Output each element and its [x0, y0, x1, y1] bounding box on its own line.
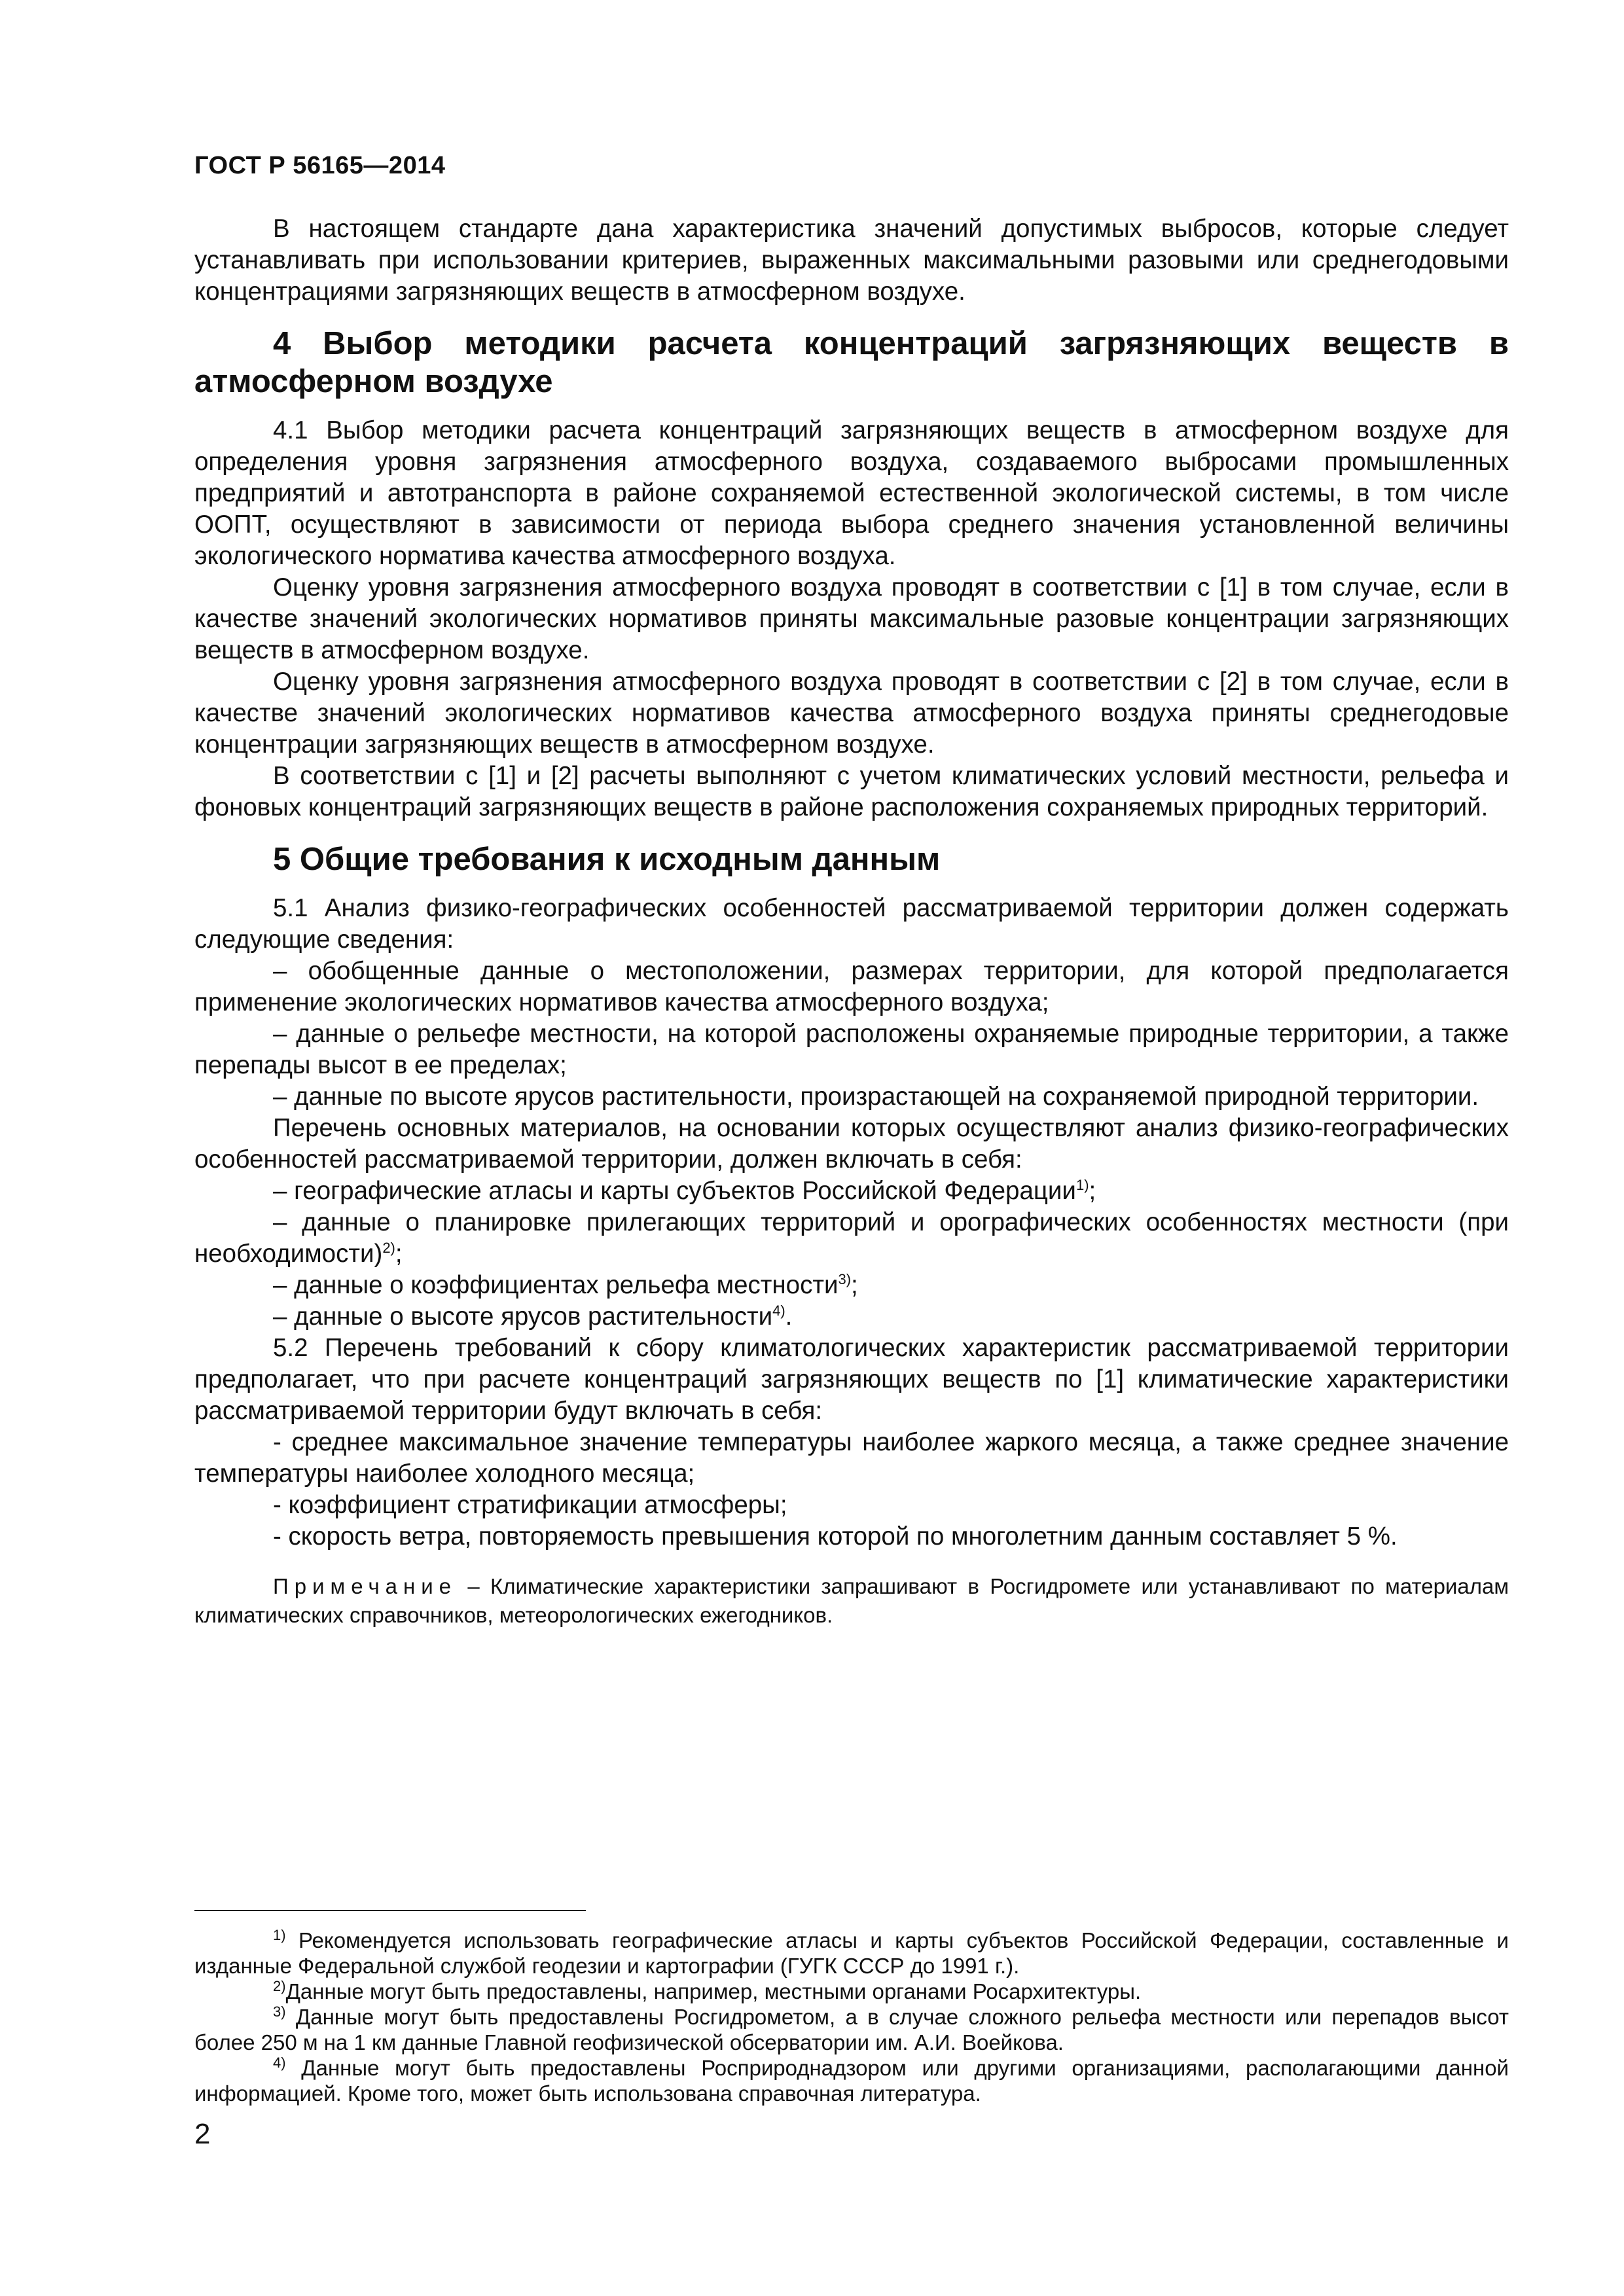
list-item: - скорость ветра, повторяемость превышения которой по многолетним данным составляет 5 %. [273, 1522, 1398, 1551]
list-item: - среднее максимальное значение температуры наиболее жаркого месяца, а также среднее значение температуры наиболее холодного месяца; [194, 1428, 1509, 1488]
footnote-text: Данные могут быть предоставлены, например, местными органами Росархитектуры. [285, 1979, 1142, 2003]
document-code-header: ГОСТ Р 56165—2014 [194, 152, 446, 179]
section-4-paragraph-3: Оценку уровня загрязнения атмосферного воздуха проводят в соответствии с [2] в том случае, если в качестве значений экологических нормативов качества атмосферного воздуха приняты среднегодовые концентрации загрязняющих веществ в атмосферном воздухе. [194, 668, 1509, 759]
list-item [194, 1301, 1509, 1333]
footnote-marker: 3) [273, 2003, 286, 2020]
list-item: – данные по высоте ярусов растительности, произрастающей на сохраняемой природной территории. [273, 1083, 1479, 1111]
footnote-text: Данные могут быть предоставлены Росгидрометом, а в случае сложного рельефа местности или перепадов высот более 250 м на 1 км данные Главной геофизической обсерватории им. А.И. Воейкова. [194, 2005, 1509, 2054]
page-number: 2 [194, 2118, 211, 2150]
footnote-marker: 1) [273, 1927, 286, 1943]
section-5-title: 5 Общие требования к исходным данным [273, 842, 941, 877]
footnote [194, 1979, 1509, 2004]
footnote-ref: 2) [382, 1240, 395, 1257]
footnote-separator [194, 1910, 586, 1911]
footnote-ref: 4) [772, 1302, 785, 1319]
footnote-marker: 2) [273, 1978, 286, 1994]
list-item-tail: ; [395, 1240, 403, 1268]
list-item [194, 1270, 1509, 1301]
footnote-ref: 1) [1075, 1177, 1089, 1194]
list-item: – обобщенные данные о местоположении, размерах территории, для которой предполагается применение экологических нормативов качества атмосферного воздуха; [194, 957, 1509, 1016]
footnote-text: Рекомендуется использовать географические атласы и карты субъектов Российской Федерации, составленные и изданные Федеральной службой геодезии и картографии (ГУГК СССР до 1991 г.). [194, 1928, 1509, 1978]
section-4-title: 4 Выбор методики расчета концентраций загрязняющих веществ в атмосферном воздухе [194, 326, 1509, 399]
footnote [194, 2055, 1509, 2106]
section-5-2-paragraph: 5.2 Перечень требований к сбору климатологических характеристик рассматриваемой территории предполагает, что при расчете концентраций загрязняющих веществ по [1] климатические характеристики рассматриваемой территории будут включать в себя: [194, 1334, 1509, 1425]
list-item: – данные о рельефе местности, на которой расположены охраняемые природные территории, а также перепады высот в ее пределах; [194, 1020, 1509, 1079]
section-4-1-paragraph: 4.1 Выбор методики расчета концентраций загрязняющих веществ в атмосферном воздухе для определения уровня загрязнения атмосферного воздуха, создаваемого выбросами промышленных предприятий и автотранспорта в районе сохраняемой естественной экологической системы, в том числе ООПТ, осуществляют в зависимости от периода выбора среднего значения установленной величины экологического норматива качества атмосферного воздуха. [194, 416, 1509, 570]
materials-intro-paragraph: Перечень основных материалов, на основании которых осуществляют анализ физико-географических особенностей рассматриваемой территории, должен включать в себя: [194, 1114, 1509, 1174]
list-item-tail: ; [1089, 1177, 1096, 1205]
footnote [194, 2004, 1509, 2055]
intro-paragraph: В настоящем стандарте дана характеристика значений допустимых выбросов, которые следует устанавливать при использовании критериев, выраженных максимальными разовыми или среднегодовыми концентрациями загрязняющих веществ в атмосферном воздухе. [194, 215, 1509, 306]
list-item [194, 1207, 1509, 1270]
list-item [194, 1175, 1509, 1207]
note-label: Примечание [273, 1574, 458, 1598]
footnote-marker: 4) [273, 2054, 286, 2071]
note-text: – Климатические характеристики запрашивают в Росгидромете или устанавливают по материалам климатических справочников, метеорологических ежегодников. [194, 1574, 1509, 1627]
list-item-tail: . [785, 1302, 793, 1331]
list-item: - коэффициент стратификации атмосферы; [273, 1491, 787, 1519]
section-5-1-paragraph: 5.1 Анализ физико-географических особенностей рассматриваемой территории должен содержать следующие сведения: [194, 894, 1509, 954]
list-item-text: – данные о высоте ярусов растительности [273, 1302, 773, 1331]
footnote-ref: 3) [838, 1271, 852, 1288]
list-item-text: – географические атласы и карты субъектов Российской Федерации [273, 1177, 1076, 1205]
footnote [194, 1928, 1509, 1979]
list-item-text: – данные о коэффициентах рельефа местности [273, 1271, 839, 1299]
note [194, 1572, 1509, 1630]
page-body [194, 213, 1509, 1651]
list-item-tail: ; [851, 1271, 858, 1299]
footnotes [194, 1928, 1509, 2106]
section-4-paragraph-4: В соответствии с [1] и [2] расчеты выполняют с учетом климатических условий местности, рельефа и фоновых концентраций загрязняющих веществ в районе расположения сохраняемых природных территорий. [194, 762, 1509, 821]
section-4-paragraph-2: Оценку уровня загрязнения атмосферного воздуха проводят в соответствии с [1] в том случае, если в качестве значений экологических нормативов приняты максимальные разовые концентрации загрязняющих веществ в атмосферном воздухе. [194, 573, 1509, 664]
footnote-text: Данные могут быть предоставлены Росприроднадзором или другими организациями, располагающими данной информацией. Кроме того, может быть использована справочная литература. [194, 2056, 1509, 2106]
list-item-text: – данные о планировке прилегающих территорий и орографических особенностях местности (при необходимости) [194, 1208, 1509, 1268]
